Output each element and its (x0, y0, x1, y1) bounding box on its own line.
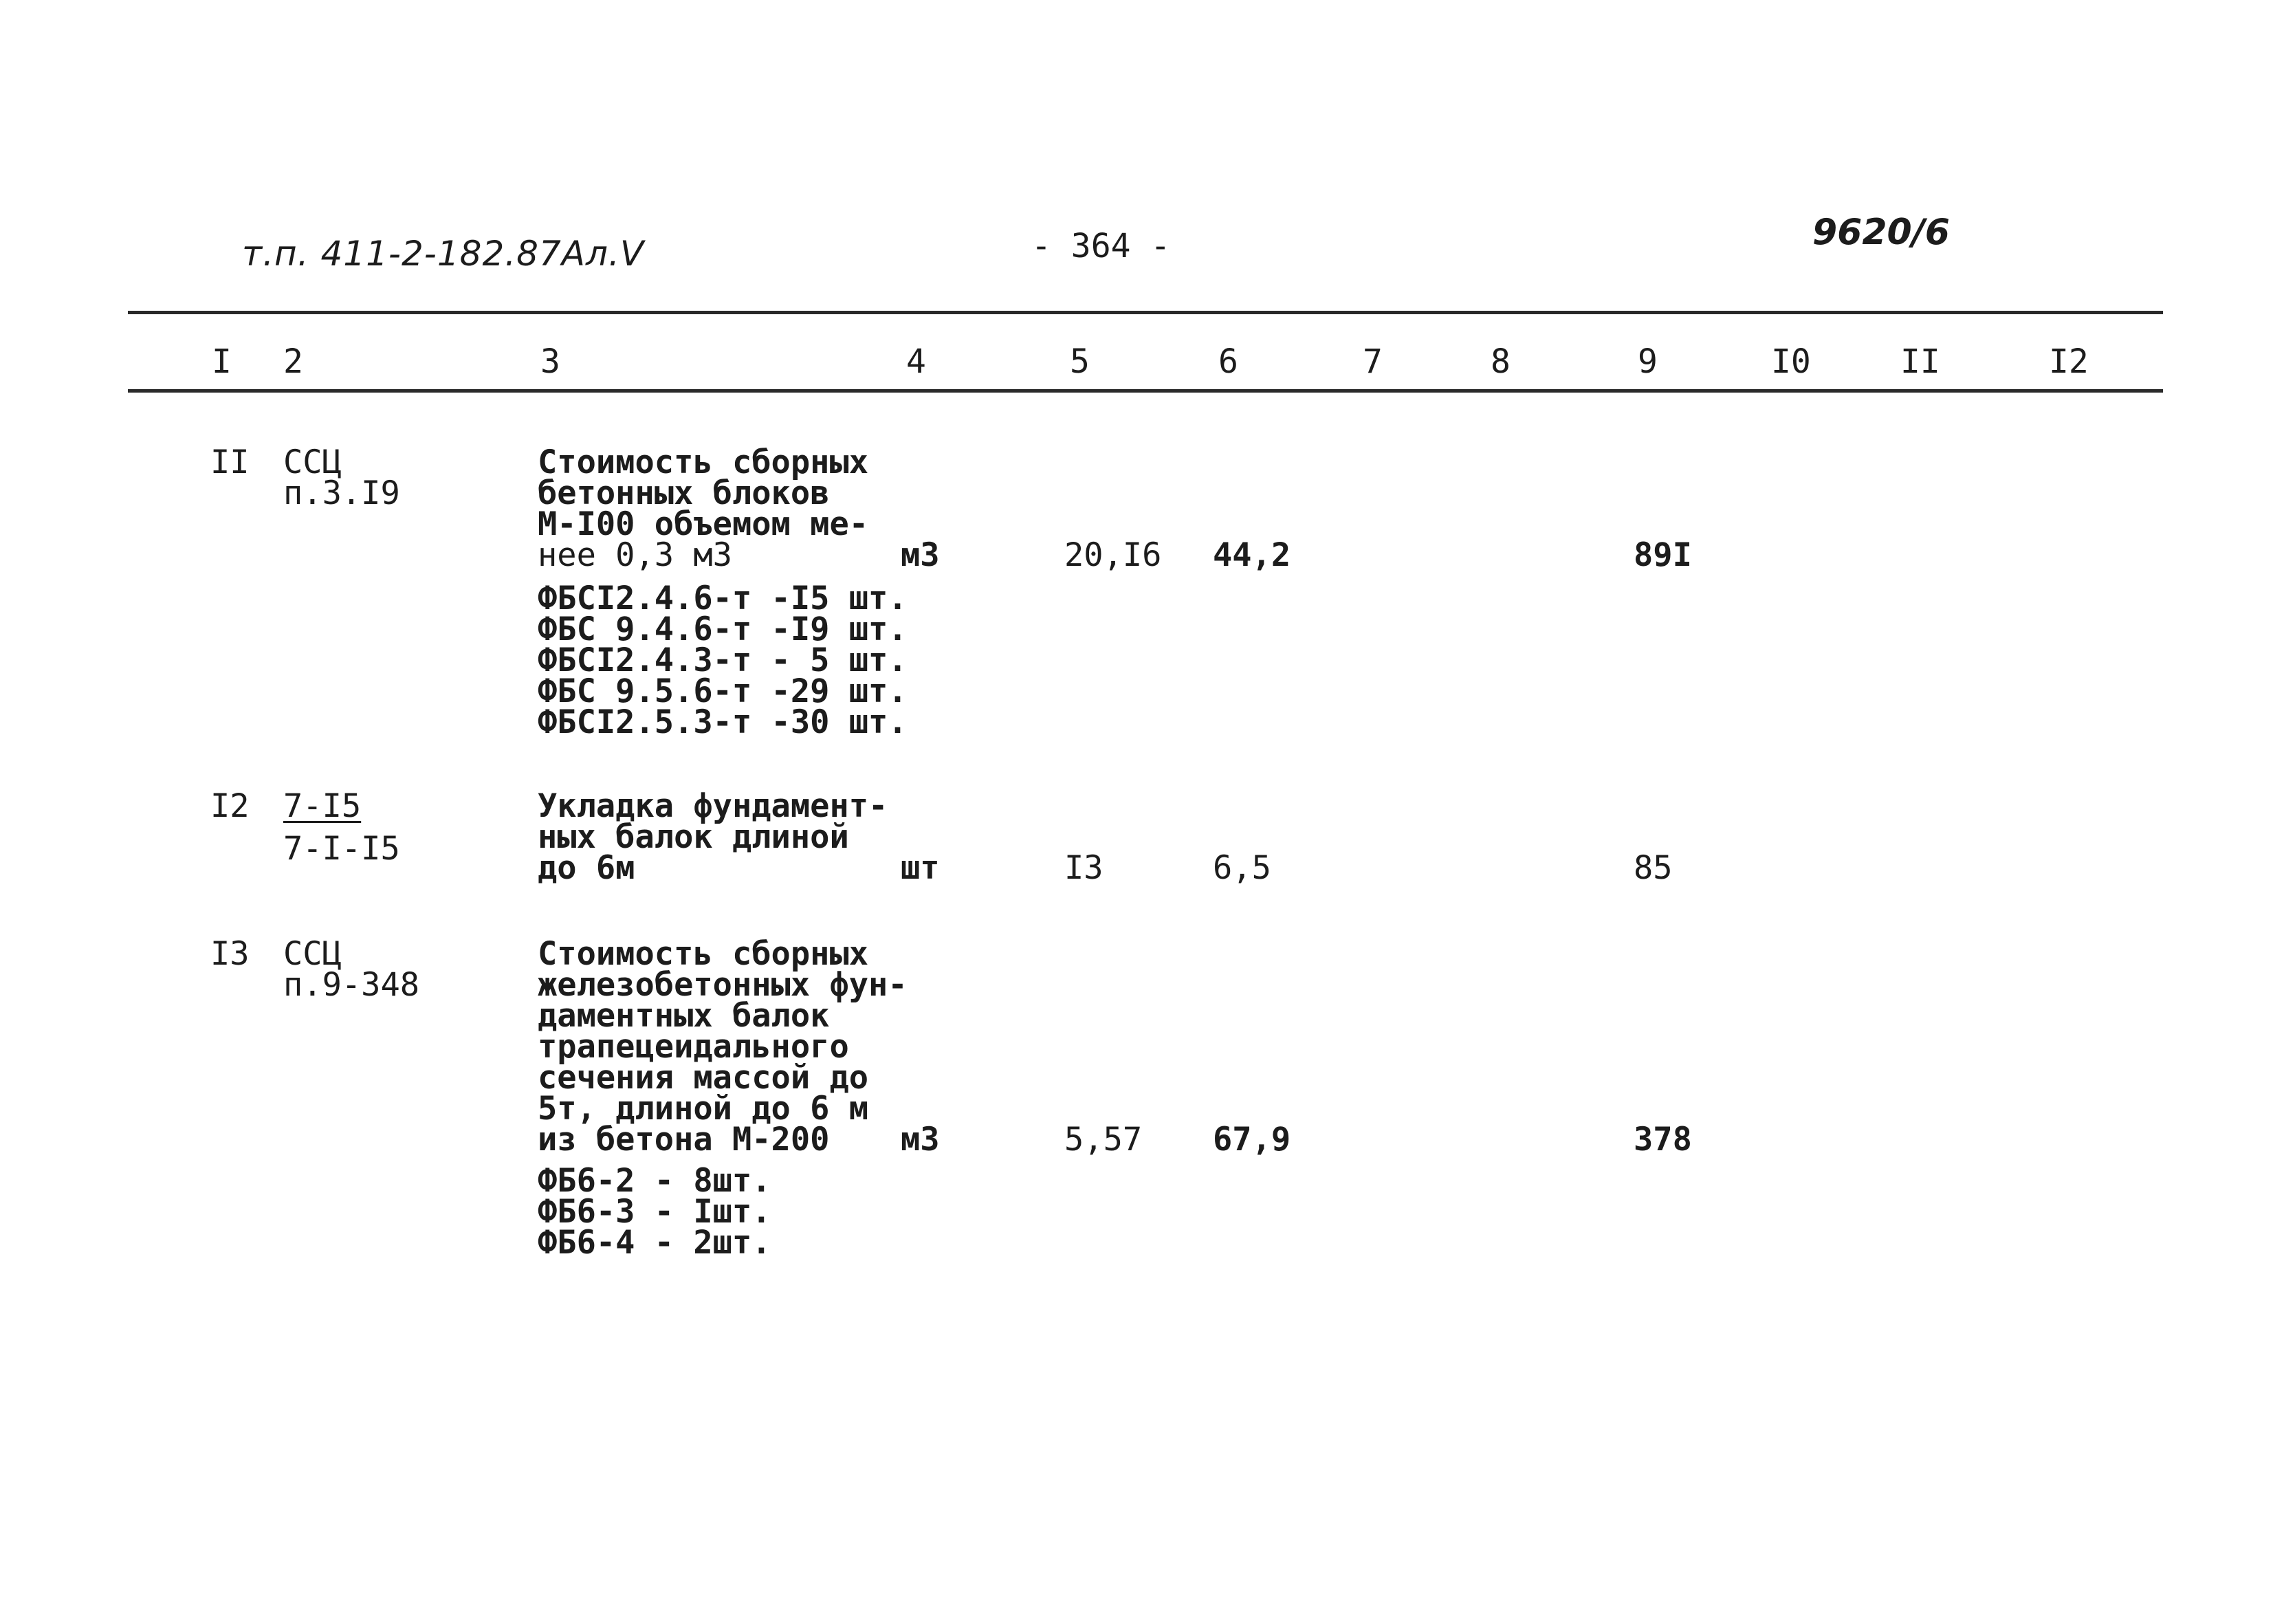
row-unit-price: 67,9 (1213, 1121, 1291, 1159)
row-code-line: п.9-348 (283, 966, 420, 1004)
column-header-1: I (212, 342, 232, 381)
row-code-line: ССЦ (283, 443, 342, 481)
column-header-6: 6 (1218, 342, 1238, 381)
row-number: I2 (210, 787, 250, 825)
header-top-rule (128, 311, 2163, 314)
row-item-line: ФБС 9.5.6-т -29 шт. (538, 672, 908, 710)
row-code-line: ССЦ (283, 935, 342, 973)
row-description-line: до 6м (538, 849, 635, 887)
document-code: т.п. 411-2-182.87Ал.V (242, 234, 645, 274)
column-header-7: 7 (1363, 342, 1383, 381)
row-description-line: М-I00 объемом ме- (538, 505, 869, 543)
page-number: - 364 - (1031, 227, 1171, 265)
row-item-line: ФБСI2.5.3-т -30 шт. (538, 703, 908, 741)
row-unit: м3 (901, 536, 940, 574)
row-code-line: п.3.I9 (283, 474, 400, 512)
row-number: II (210, 443, 250, 481)
row-unit-price: 44,2 (1213, 536, 1291, 574)
row-total: 85 (1634, 849, 1673, 887)
row-quantity: I3 (1064, 849, 1103, 887)
row-unit: м3 (901, 1121, 940, 1159)
row-description-line: сечения массой до (538, 1059, 869, 1097)
row-description-line: Стоимость сборных (538, 935, 869, 973)
row-description-line: железобетонных фун- (538, 966, 908, 1004)
header-bottom-rule (128, 389, 2163, 393)
row-item-line: ФБ6-2 - 8шт. (538, 1162, 771, 1200)
row-description-line: ных балок длиной (538, 818, 849, 856)
row-description-line: Укладка фундамент- (538, 787, 888, 825)
row-number: I3 (210, 935, 250, 973)
row-description-line: из бетона М-200 (538, 1121, 830, 1159)
row-item-line: ФБС 9.4.6-т -I9 шт. (538, 611, 908, 648)
column-header-2: 2 (283, 342, 303, 381)
row-description-line: бетонных блоков (538, 474, 830, 512)
column-header-5: 5 (1070, 342, 1090, 381)
column-header-4: 4 (906, 342, 926, 381)
row-total: 378 (1634, 1121, 1692, 1159)
row-item-line: ФБ6-3 - Iшт. (538, 1193, 771, 1231)
row-code-line: 7-I-I5 (283, 830, 400, 868)
row-quantity: 5,57 (1064, 1121, 1143, 1159)
column-header-3: 3 (540, 342, 560, 381)
row-description-line: трапецеидального (538, 1028, 849, 1066)
column-header-11: II (1900, 342, 1940, 381)
row-total: 89I (1634, 536, 1692, 574)
row-description-line: 5т, длиной до 6 м (538, 1090, 869, 1128)
column-header-10: I0 (1771, 342, 1811, 381)
row-item-line: ФБСI2.4.3-т - 5 шт. (538, 641, 908, 679)
column-header-12: I2 (2049, 342, 2089, 381)
column-header-9: 9 (1638, 342, 1658, 381)
row-code-line: 7-I5 (283, 787, 362, 825)
row-unit: шт (901, 849, 940, 887)
row-description-line: даментных балок (538, 997, 830, 1035)
row-item-line: ФБ6-4 - 2шт. (538, 1224, 771, 1262)
row-quantity: 20,I6 (1064, 536, 1162, 574)
row-description-line: нее 0,3 м3 (538, 536, 732, 574)
sheet-number: 9620/6 (1812, 212, 1950, 253)
row-item-line: ФБСI2.4.6-т -I5 шт. (538, 580, 908, 617)
row-unit-price: 6,5 (1213, 849, 1271, 887)
column-header-8: 8 (1491, 342, 1511, 381)
row-description-line: Стоимость сборных (538, 443, 869, 481)
